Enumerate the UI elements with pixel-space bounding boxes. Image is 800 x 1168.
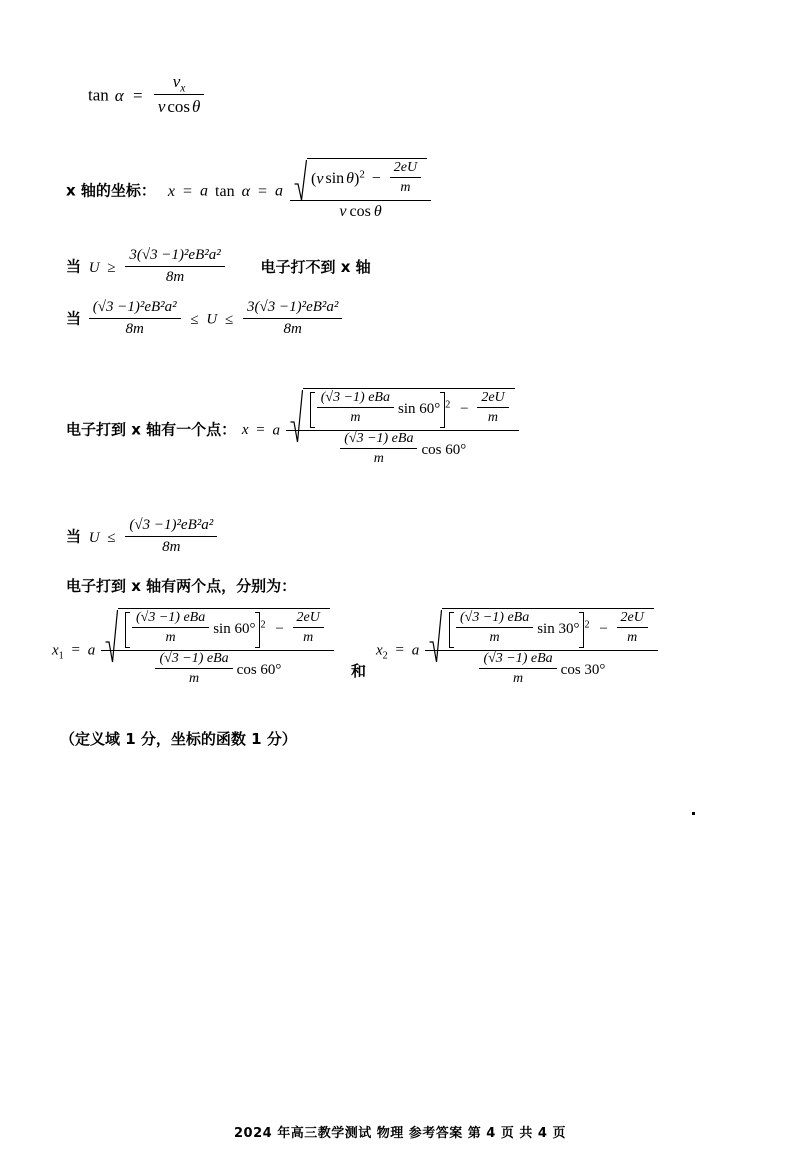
square-root xyxy=(290,388,515,429)
fraction-threshold-1 xyxy=(125,246,224,287)
stray-mark xyxy=(692,812,695,815)
scoring-note: （定义域 1 分，坐标的函数 1 分） xyxy=(60,730,297,748)
condition-case-3 xyxy=(66,518,219,559)
close-paren: ) xyxy=(354,170,360,188)
tan-label: tan xyxy=(215,182,235,200)
fraction-numerator xyxy=(154,71,205,94)
fraction-denominator xyxy=(154,95,205,117)
a-symbol: a xyxy=(411,642,420,659)
fraction-x2-expression xyxy=(425,608,658,690)
cos-60-label: cos 60° xyxy=(421,442,467,459)
fraction-denominator xyxy=(425,651,658,690)
fraction-denominator xyxy=(290,201,431,222)
bracket-group xyxy=(446,611,593,649)
sin-30-label: sin 30° xyxy=(537,621,580,638)
fraction-numerator: 3(√3 −1)²eB²a² xyxy=(125,246,224,267)
fraction-2eU-over-m xyxy=(617,609,648,647)
v-symbol: v xyxy=(316,170,324,188)
radicand xyxy=(307,158,427,199)
case-2-label: 电子打到 x 轴有一个点： xyxy=(66,420,237,439)
exponent-2: 2 xyxy=(584,619,590,631)
fraction-numerator: 3(√3 −1)²eB²a² xyxy=(243,298,342,319)
theta-symbol: θ xyxy=(192,96,201,116)
fraction-2eU-over-m xyxy=(293,609,324,647)
case-1-conclusion: 电子打不到 x 轴 xyxy=(260,257,371,276)
fraction-case-2-expression xyxy=(286,388,519,470)
fraction-denominator: 8m xyxy=(283,320,302,337)
less-equal-sign: ≤ xyxy=(190,311,199,328)
open-paren: ( xyxy=(311,170,317,188)
fraction-numerator: (√3 −1) eBa xyxy=(340,430,417,450)
radical-sign xyxy=(294,158,307,199)
result-x2 xyxy=(376,610,660,692)
equals-sign: = xyxy=(183,182,193,200)
fraction-denominator: m xyxy=(373,451,384,467)
a-symbol: a xyxy=(272,422,281,439)
result-case-2 xyxy=(66,390,521,472)
when-label: 当 xyxy=(66,257,82,276)
minus-sign: − xyxy=(371,170,381,188)
bracket-content xyxy=(315,391,441,429)
fraction-denominator: m xyxy=(627,630,638,646)
cos-60-label: cos 60° xyxy=(236,662,282,679)
minus-sign: − xyxy=(275,621,284,638)
fraction-sqrt-over-vcostheta xyxy=(290,158,431,222)
a-symbol: a xyxy=(275,182,284,200)
sin-label: sin xyxy=(325,170,345,188)
fraction-eBa-over-m xyxy=(456,609,533,647)
fraction-denominator: m xyxy=(350,410,361,426)
fraction-numerator xyxy=(286,388,519,431)
fraction-eBa-over-m xyxy=(317,389,394,427)
fraction-eBa-over-m xyxy=(340,430,417,468)
fraction-denominator: m xyxy=(400,180,411,196)
fraction-vx-over-vcostheta xyxy=(154,71,205,117)
fraction-x1-expression xyxy=(101,608,334,690)
equals-sign: = xyxy=(71,642,80,659)
fraction-denominator: m xyxy=(165,630,176,646)
bracket-content xyxy=(130,611,256,649)
x-axis-coordinate-label: x 轴的坐标： xyxy=(66,181,156,200)
radical-sign xyxy=(105,608,118,649)
theta-symbol: θ xyxy=(373,202,382,220)
radicand xyxy=(442,608,654,649)
bracket-group xyxy=(122,611,269,649)
equals-sign: = xyxy=(395,642,404,659)
fraction-denominator: 8m xyxy=(162,538,181,555)
tan-label: tan xyxy=(88,85,109,105)
exponent-2: 2 xyxy=(359,167,365,180)
x-symbol: x xyxy=(376,642,383,659)
when-label: 当 xyxy=(66,309,82,328)
equation-tan-alpha xyxy=(88,74,206,120)
exponent-2: 2 xyxy=(260,619,266,631)
theta-symbol: θ xyxy=(346,170,354,188)
square-root xyxy=(105,608,330,649)
cos-label: cos xyxy=(167,96,191,116)
alpha-symbol: α xyxy=(241,182,250,200)
less-equal-sign: ≤ xyxy=(107,529,116,546)
less-equal-sign: ≤ xyxy=(225,311,234,328)
x-symbol: x xyxy=(167,182,176,200)
fraction-denominator: 8m xyxy=(125,320,144,337)
x-symbol: x xyxy=(52,642,59,659)
x-symbol: x xyxy=(241,422,249,439)
fraction-numerator: (√3 −1) eBa xyxy=(132,609,209,629)
fraction-numerator: 2eU xyxy=(617,609,648,629)
fraction-denominator: m xyxy=(487,410,499,426)
fraction-2eU-over-m xyxy=(477,389,508,427)
fraction-numerator: (√3 −1) eBa xyxy=(479,650,556,670)
fraction-eBa-over-m xyxy=(479,650,556,688)
a-symbol: a xyxy=(200,182,209,200)
fraction-eBa-over-m xyxy=(132,609,209,647)
equals-sign: = xyxy=(258,182,268,200)
radical-sign xyxy=(290,388,303,429)
equation-x-axis-coordinate xyxy=(66,160,433,224)
fraction-numerator: 2eU xyxy=(390,159,421,179)
square-root xyxy=(294,158,427,199)
fraction-eBa-over-m xyxy=(155,650,232,688)
fraction-denominator: m xyxy=(489,630,500,646)
fraction-threshold-3 xyxy=(125,516,217,557)
subscript-1: 1 xyxy=(58,650,64,662)
when-label: 当 xyxy=(66,527,82,546)
bracket-group xyxy=(307,391,454,429)
fraction-upper-bound xyxy=(243,298,342,339)
sin-60-label: sin 60° xyxy=(398,401,441,418)
fraction-denominator: m xyxy=(188,671,200,687)
U-symbol: U xyxy=(88,259,100,276)
fraction-denominator: m xyxy=(303,630,314,646)
x-subscript: x xyxy=(180,81,186,95)
cos-label: cos xyxy=(349,202,371,220)
sin-60-label: sin 60° xyxy=(213,621,256,638)
subscript-2: 2 xyxy=(382,650,388,662)
v-symbol: v xyxy=(157,96,166,116)
fraction-numerator: (√3 −1)²eB²a² xyxy=(125,516,217,537)
fraction-numerator xyxy=(425,608,658,651)
condition-case-1 xyxy=(66,248,371,289)
U-symbol: U xyxy=(88,529,100,546)
conjunction-and: 和 xyxy=(351,662,367,680)
fraction-lower-bound xyxy=(89,298,181,339)
fraction-denominator: m xyxy=(512,671,524,687)
radicand xyxy=(303,388,515,429)
bracket-content xyxy=(454,611,580,649)
cos-30-label: cos 30° xyxy=(560,662,606,679)
fraction-numerator: (√3 −1) eBa xyxy=(317,389,394,409)
fraction-numerator: (√3 −1) eBa xyxy=(155,650,232,670)
v-symbol: v xyxy=(172,72,181,92)
case-3-label: 电子打到 x 轴有两个点，分别为： xyxy=(66,577,297,595)
fraction-2eU-over-m xyxy=(390,159,421,197)
v-symbol: v xyxy=(339,202,347,220)
fraction-numerator: 2eU xyxy=(477,389,508,409)
equals-sign: = xyxy=(132,85,143,105)
radicand xyxy=(118,608,330,649)
fraction-denominator xyxy=(101,651,334,690)
result-x1 xyxy=(52,610,336,692)
exponent-2: 2 xyxy=(445,399,451,411)
fraction-denominator xyxy=(286,431,519,470)
equals-sign: = xyxy=(256,422,265,439)
alpha-symbol: α xyxy=(114,85,124,105)
fraction-numerator: 2eU xyxy=(293,609,324,629)
square-root xyxy=(429,608,654,649)
minus-sign: − xyxy=(599,621,608,638)
fraction-denominator: 8m xyxy=(165,268,185,285)
page-footer: 2024 年高三教学测试 物理 参考答案 第 4 页 共 4 页 xyxy=(233,1126,566,1141)
fraction-numerator: (√3 −1) eBa xyxy=(456,609,533,629)
radical-sign xyxy=(429,608,442,649)
fraction-numerator xyxy=(290,158,431,201)
fraction-numerator xyxy=(101,608,334,651)
minus-sign: − xyxy=(460,401,469,418)
condition-case-2 xyxy=(66,300,344,341)
U-symbol: U xyxy=(206,311,218,328)
greater-equal-sign: ≥ xyxy=(107,259,116,276)
fraction-numerator: (√3 −1)²eB²a² xyxy=(89,298,181,319)
a-symbol: a xyxy=(87,642,96,659)
